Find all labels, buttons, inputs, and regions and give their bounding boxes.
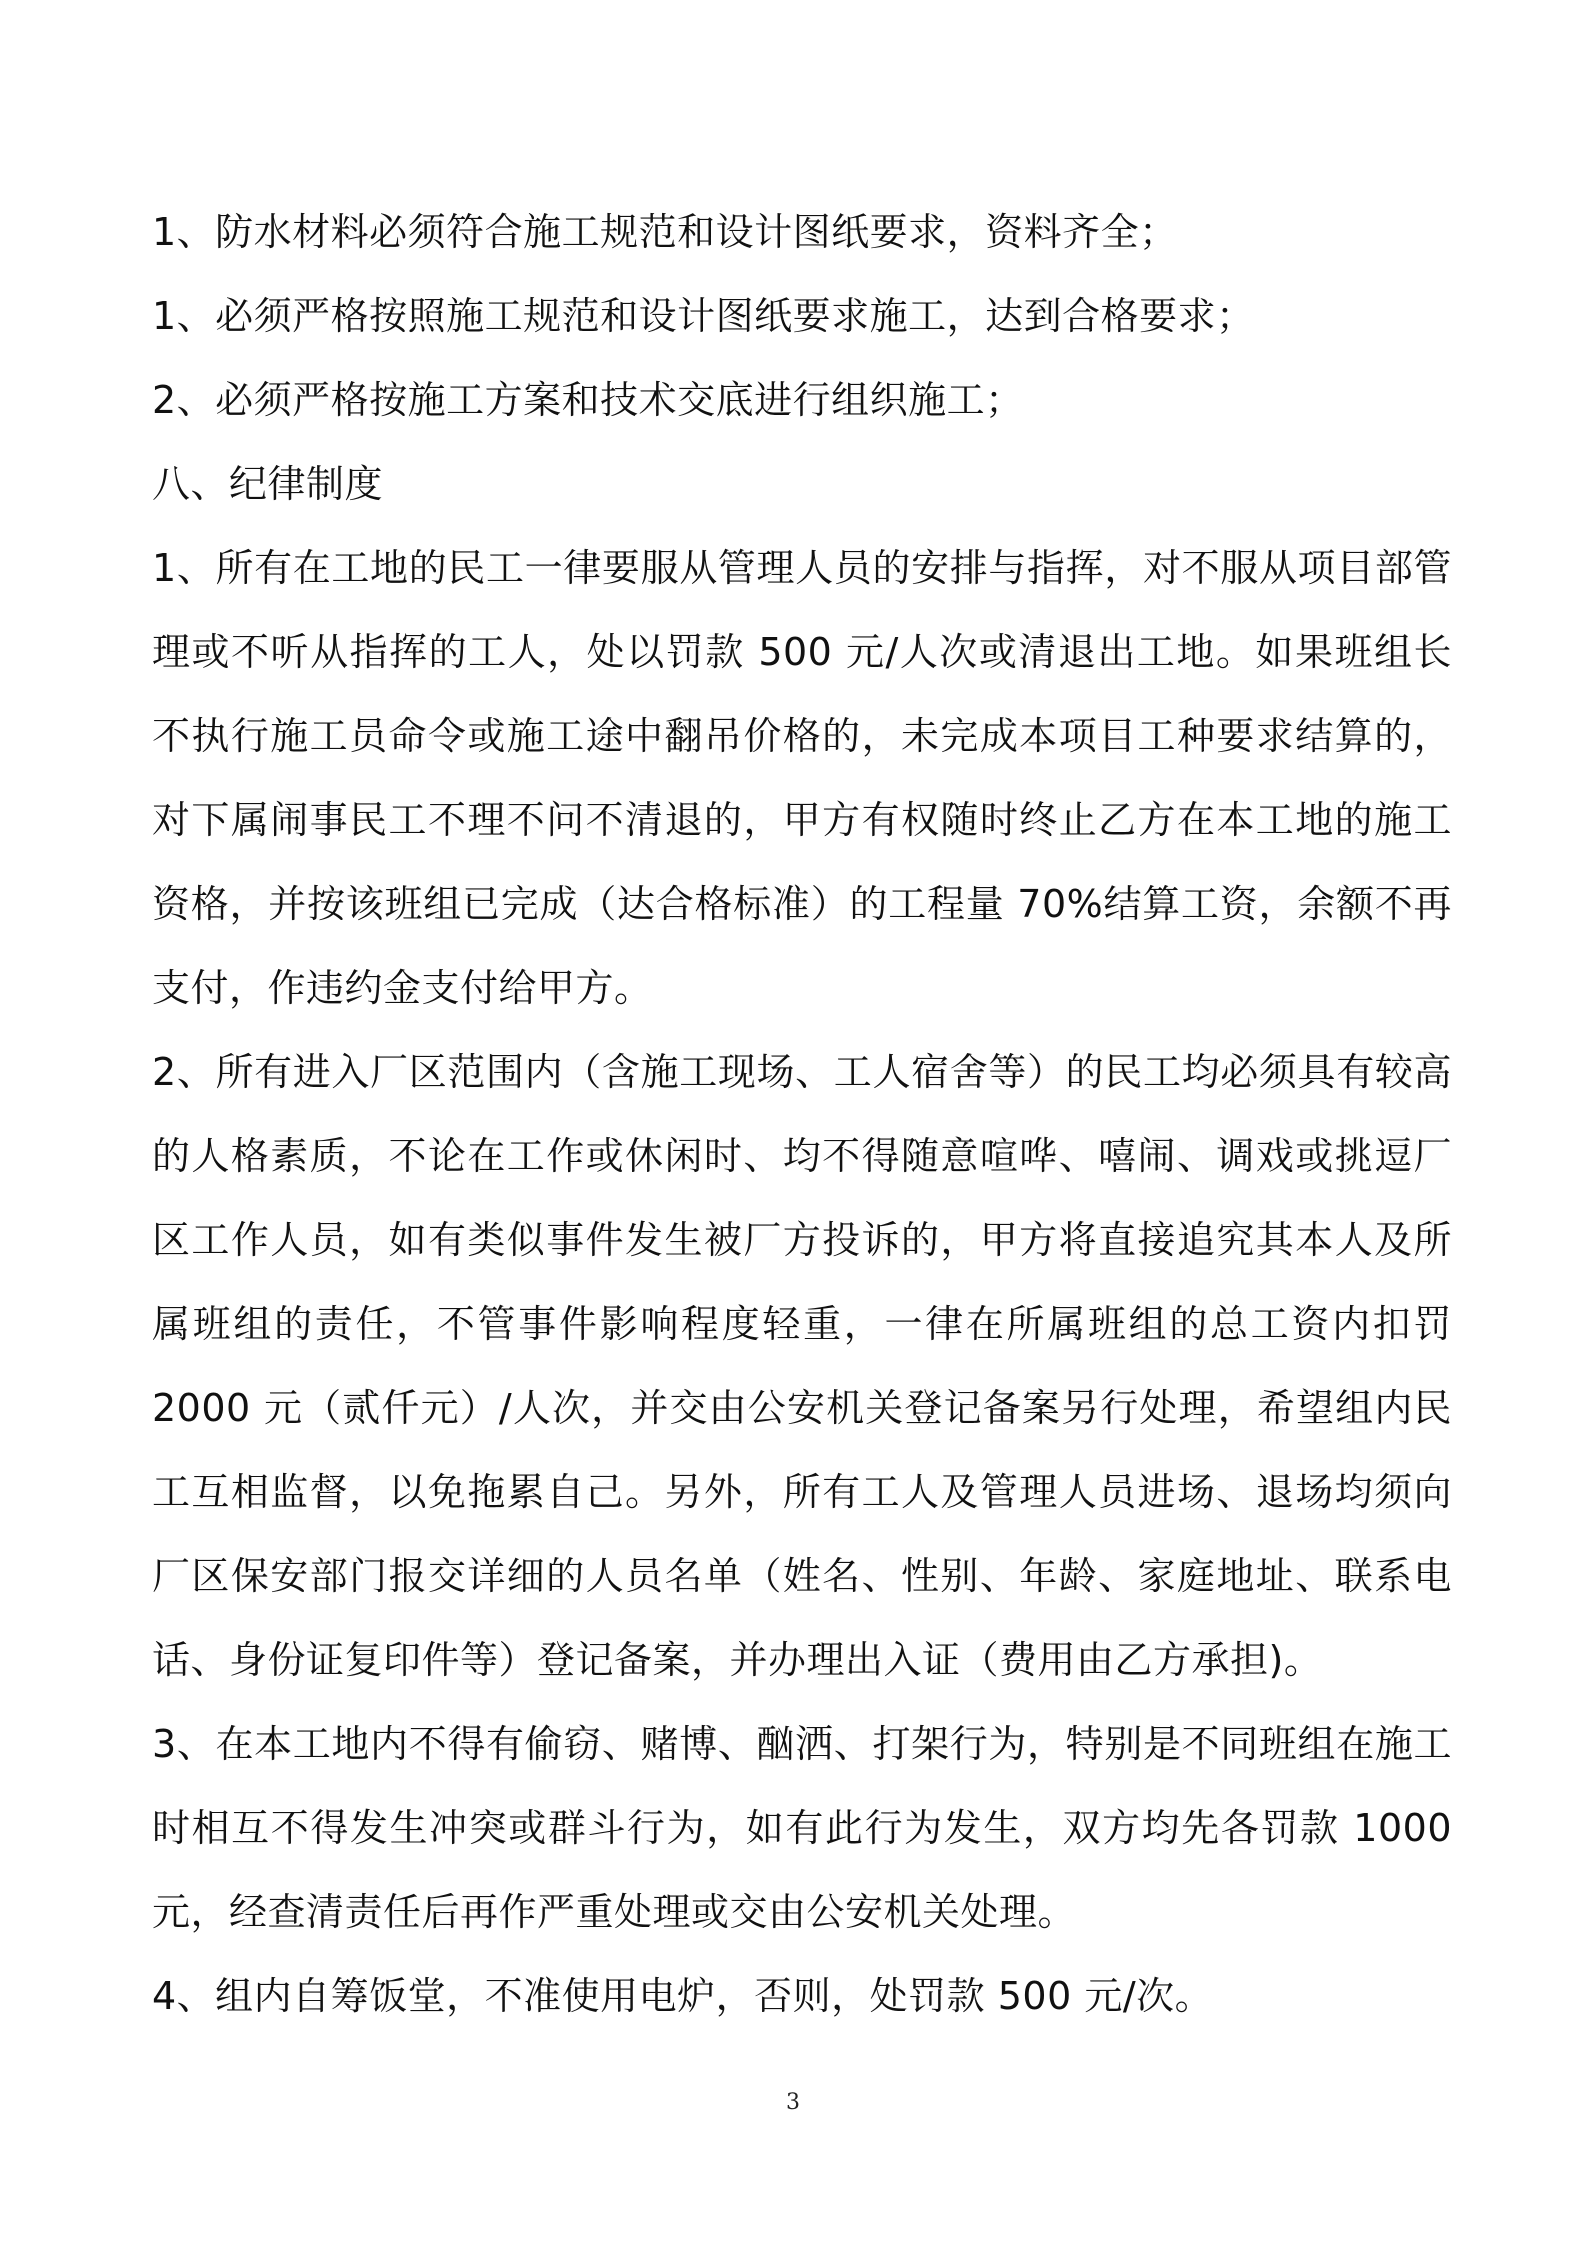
section-heading-discipline: 八、纪律制度 [152, 462, 384, 506]
paragraph-discipline-rule-4: 4、组内自筹饭堂，不准使用电炉，否则，处罚款 500 元/次。 [152, 1974, 1214, 2018]
paragraph-discipline-rule-3: 3、在本工地内不得有偷窃、赌博、酗洒、打架行为，特别是不同班组在施工时相互不得发生冲突或群斗行为，如有此行为发生，双方均先各罚款 1000 元，经查清责任后再作严重处理或交由公安机关处理。 [152, 1722, 1452, 1934]
paragraph-construction-standards: 1、必须严格按照施工规范和设计图纸要求施工，达到合格要求； [152, 294, 1255, 338]
paragraph-waterproof-materials: 1、防水材料必须符合施工规范和设计图纸要求，资料齐全； [152, 210, 1178, 254]
paragraph-discipline-rule-2: 2、所有进入厂区范围内（含施工现场、工人宿舍等）的民工均必须具有较高的人格素质，不论在工作或休闲时、均不得随意喧哗、嘻闹、调戏或挑逗厂区工作人员，如有类似事件发生被厂方投诉的，甲方将直接追究其本人及所属班组的责任，不管事件影响程度轻重，一律在所属班组的总工资内扣罚 2000 元（贰仟元）/人次，并交由公安机关登记备案另行处理，希望组内民工互相监督，以免拖累自己。另外，所有工人及管理人员进场、退场均须向厂区保安部门报交详细的人员名单（姓名、性别、年龄、家庭地址、联系电话、身份证复印件等）登记备案，并办理出入证（费用由乙方承担)。 [152, 1050, 1452, 1682]
page-number: 3 [786, 2090, 800, 2115]
document-body [152, 190, 1452, 2038]
paragraph-construction-plan: 2、必须严格按施工方案和技术交底进行组织施工； [152, 378, 1024, 422]
paragraph-discipline-rule-1: 1、所有在工地的民工一律要服从管理人员的安排与指挥，对不服从项目部管理或不听从指挥的工人，处以罚款 500 元/人次或清退出工地。如果班组长不执行施工员命令或施工途中翻吊价格的，未完成本项目工种要求结算的，对下属闹事民工不理不问不清退的，甲方有权随时终止乙方在本工地的施工资格，并按该班组已完成（达合格标准）的工程量 70%结算工资，余额不再支付，作违约金支付给甲方。 [152, 546, 1452, 1010]
